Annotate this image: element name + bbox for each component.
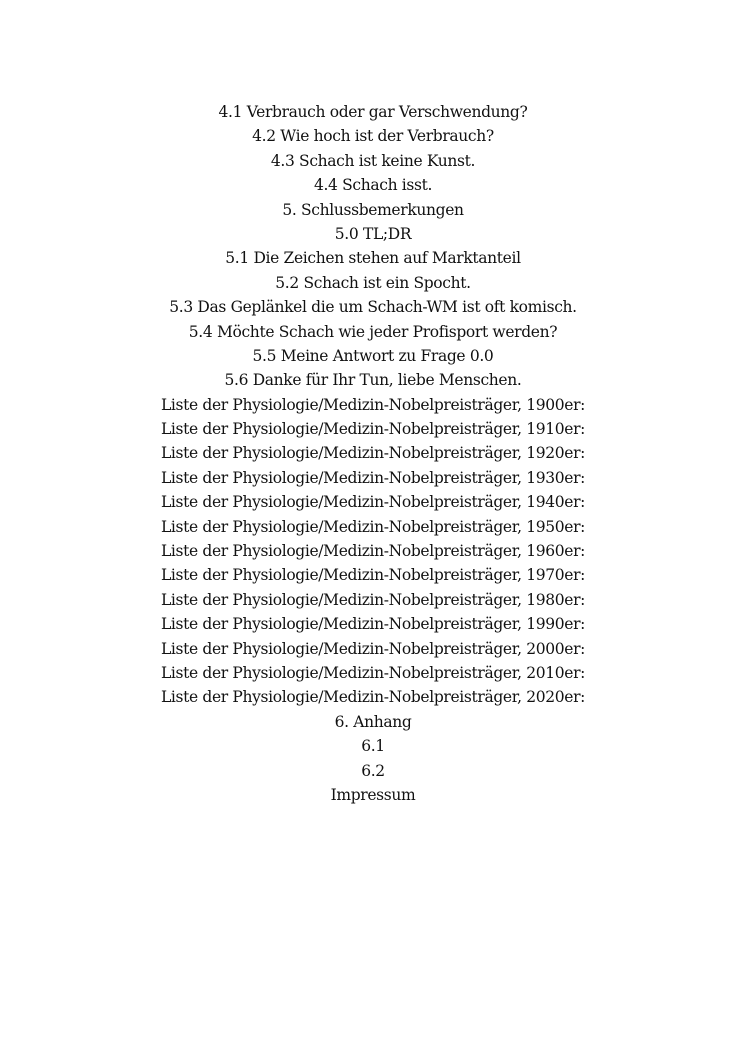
toc-entry-5-0: 5.0 TL;DR [334,224,412,243]
toc-entry-nobel-1970s: Liste der Physiologie/Medizin-Nobelpreisträger, 1970er: [160,566,586,585]
toc-entry-5-3: 5.3 Das Geplänkel die um Schach-WM ist oft komisch. [169,298,577,317]
toc-entry-nobel-1910s: Liste der Physiologie/Medizin-Nobelpreisträger, 1910er: [160,420,586,439]
toc-entry-4-1: 4.1 Verbrauch oder gar Verschwendung? [218,103,528,121]
toc-entry-nobel-2010s: Liste der Physiologie/Medizin-Nobelpreisträger, 2010er: [160,663,586,682]
toc-entry-4-2: 4.2 Wie hoch ist der Verbrauch? [252,127,494,146]
toc-entry-5: 5. Schlussbemerkungen [282,200,464,219]
toc-entry-impressum: Impressum [330,785,416,804]
toc-entry-4-4: 4.4 Schach isst. [313,176,433,195]
toc-entry-nobel-1980s: Liste der Physiologie/Medizin-Nobelpreisträger, 1980er: [160,590,586,609]
toc-entry-nobel-2020s: Liste der Physiologie/Medizin-Nobelpreisträger, 2020er: [160,688,586,707]
toc-entry-6-2: 6.2 [361,761,385,780]
toc-entry-5-2: 5.2 Schach ist ein Spocht. [275,273,471,292]
toc-entry-nobel-1900s: Liste der Physiologie/Medizin-Nobelpreisträger, 1900er: [160,395,586,414]
toc-entry-5-5: 5.5 Meine Antwort zu Frage 0.0 [252,346,494,365]
toc-entry-nobel-2000s: Liste der Physiologie/Medizin-Nobelpreisträger, 2000er: [160,639,586,658]
toc-entry-5-1: 5.1 Die Zeichen stehen auf Marktanteil [225,249,521,268]
toc-entry-5-6: 5.6 Danke für Ihr Tun, liebe Menschen. [224,371,522,390]
toc-entry-nobel-1950s: Liste der Physiologie/Medizin-Nobelpreisträger, 1950er: [160,517,586,536]
toc-entry-nobel-1960s: Liste der Physiologie/Medizin-Nobelpreisträger, 1960er: [160,542,586,561]
toc-entry-6-1: 6.1 [361,737,385,756]
toc-entry-nobel-1990s: Liste der Physiologie/Medizin-Nobelpreisträger, 1990er: [160,615,586,634]
table-of-contents [0,100,746,807]
toc-entry-nobel-1940s: Liste der Physiologie/Medizin-Nobelpreisträger, 1940er: [160,493,586,512]
toc-entry-5-4: 5.4 Möchte Schach wie jeder Profisport werden? [188,322,558,341]
toc-entry-6: 6. Anhang [334,712,412,731]
toc-entry-nobel-1930s: Liste der Physiologie/Medizin-Nobelpreisträger, 1930er: [160,468,586,487]
toc-entry-4-3: 4.3 Schach ist keine Kunst. [270,151,476,170]
toc-entry-nobel-1920s: Liste der Physiologie/Medizin-Nobelpreisträger, 1920er: [160,444,586,463]
